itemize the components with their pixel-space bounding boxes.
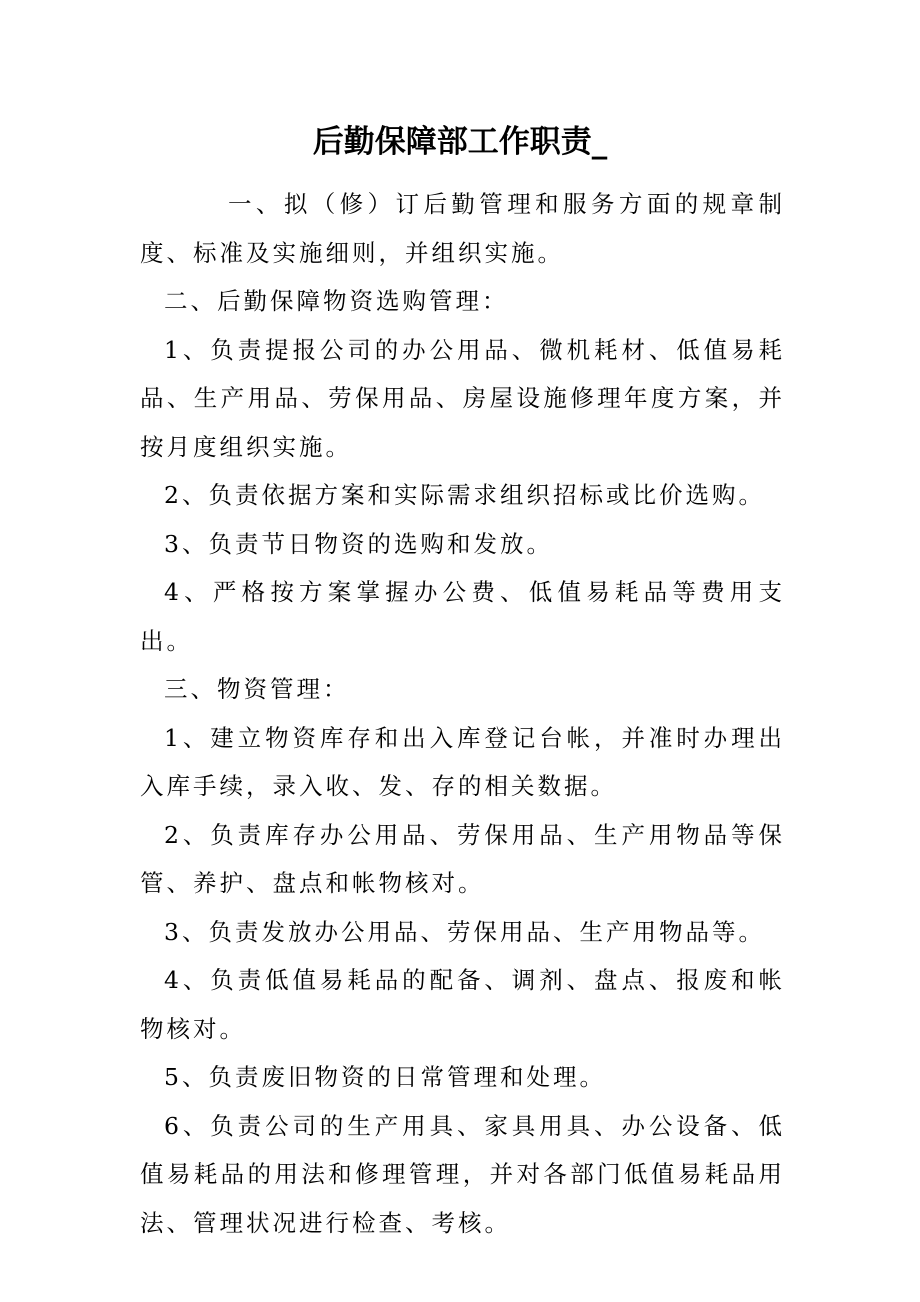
paragraph-1: 一、拟（修）订后勤管理和服务方面的规章制度、标准及实施细则，并组织实施。: [140, 190, 785, 267]
list-item: 3、负责发放办公用品、劳保用品、生产用物品等。: [164, 917, 765, 946]
document-body: [140, 180, 785, 1247]
list-item: 1、建立物资库存和出入库登记台帐，并准时办理出入库手续，录入收、发、存的相关数据。: [140, 723, 785, 800]
list-item: 1、负责提报公司的办公用品、微机耗材、低值易耗品、生产用品、劳保用品、房屋设施修理年度方案，并按月度组织实施。: [140, 335, 785, 461]
list-item: 2、负责依据方案和实际需求组织招标或比价选购。: [164, 481, 765, 509]
list-item: 3、负责节日物资的选购和发放。: [164, 529, 553, 558]
list-item: 4、严格按方案掌握办公费、低值易耗品等费用支出。: [140, 578, 785, 655]
list-item: 2、负责库存办公用品、劳保用品、生产用物品等保管、养护、盘点和帐物核对。: [140, 820, 785, 897]
page-title: 后勤保障部工作职责_: [312, 124, 608, 160]
list-item: 6、负责公司的生产用具、家具用具、办公设备、低值易耗品的用法和修理管理，并对各部门低值易耗品用法、管理状况进行检查、考核。: [140, 1111, 785, 1237]
list-item: 5、负责废旧物资的日常管理和处理。: [164, 1063, 606, 1091]
section-heading-3: 三、物资管理：: [164, 675, 350, 703]
section-heading-2: 二、后勤保障物资选购管理：: [164, 287, 509, 315]
list-item: 4、负责低值易耗品的配备、调剂、盘点、报废和帐物核对。: [140, 966, 785, 1043]
